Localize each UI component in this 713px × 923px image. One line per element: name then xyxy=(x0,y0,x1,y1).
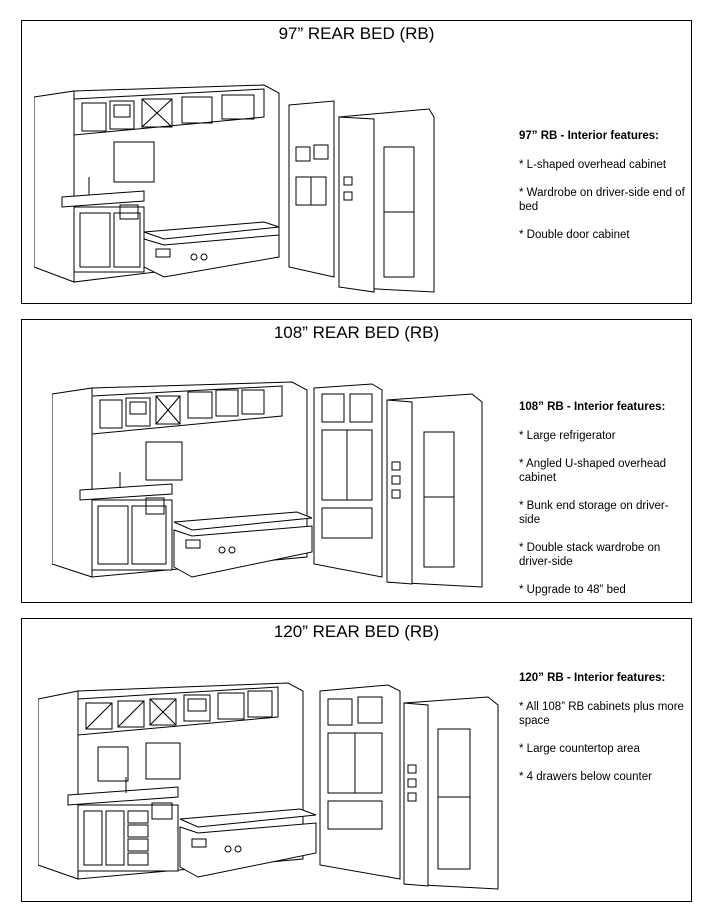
layout-panel-120-rb xyxy=(21,618,692,902)
feature-item: * Double door cabinet xyxy=(519,229,630,241)
interior-drawing-108-rb xyxy=(52,372,492,597)
feature-item: * 4 drawers below counter xyxy=(519,771,652,783)
features-heading: 97” RB - Interior features: xyxy=(519,130,659,142)
layout-title: 97” REAR BED (RB) xyxy=(278,24,435,43)
layout-panel-108-rb xyxy=(21,319,692,603)
interior-drawing-120-rb xyxy=(38,669,508,899)
feature-item: * L-shaped overhead cabinet xyxy=(519,159,667,171)
layout-panel-97-rb xyxy=(21,20,692,304)
feature-item: * Bunk end storage on driver-side xyxy=(519,500,669,526)
feature-item: * All 108” RB cabinets plus more space xyxy=(519,701,684,727)
feature-item: * Upgrade to 48” bed xyxy=(519,584,626,596)
features-list-97-rb xyxy=(519,129,689,256)
feature-item: * Double stack wardrobe on driver-side xyxy=(519,542,661,568)
layout-title: 120” REAR BED (RB) xyxy=(273,622,440,641)
feature-item: * Wardrobe on driver-side end of bed xyxy=(519,187,685,213)
feature-item: * Angled U-shaped overhead cabinet xyxy=(519,458,667,484)
features-list-120-rb xyxy=(519,671,689,798)
feature-item: * Large countertop area xyxy=(519,743,640,755)
features-heading: 108” RB - Interior features: xyxy=(519,401,666,413)
layout-title: 108” REAR BED (RB) xyxy=(273,323,440,342)
interior-drawing-97-rb xyxy=(34,77,454,297)
features-list-108-rb xyxy=(519,400,689,611)
features-heading: 120” RB - Interior features: xyxy=(519,672,666,684)
feature-item: * Large refrigerator xyxy=(519,430,616,442)
